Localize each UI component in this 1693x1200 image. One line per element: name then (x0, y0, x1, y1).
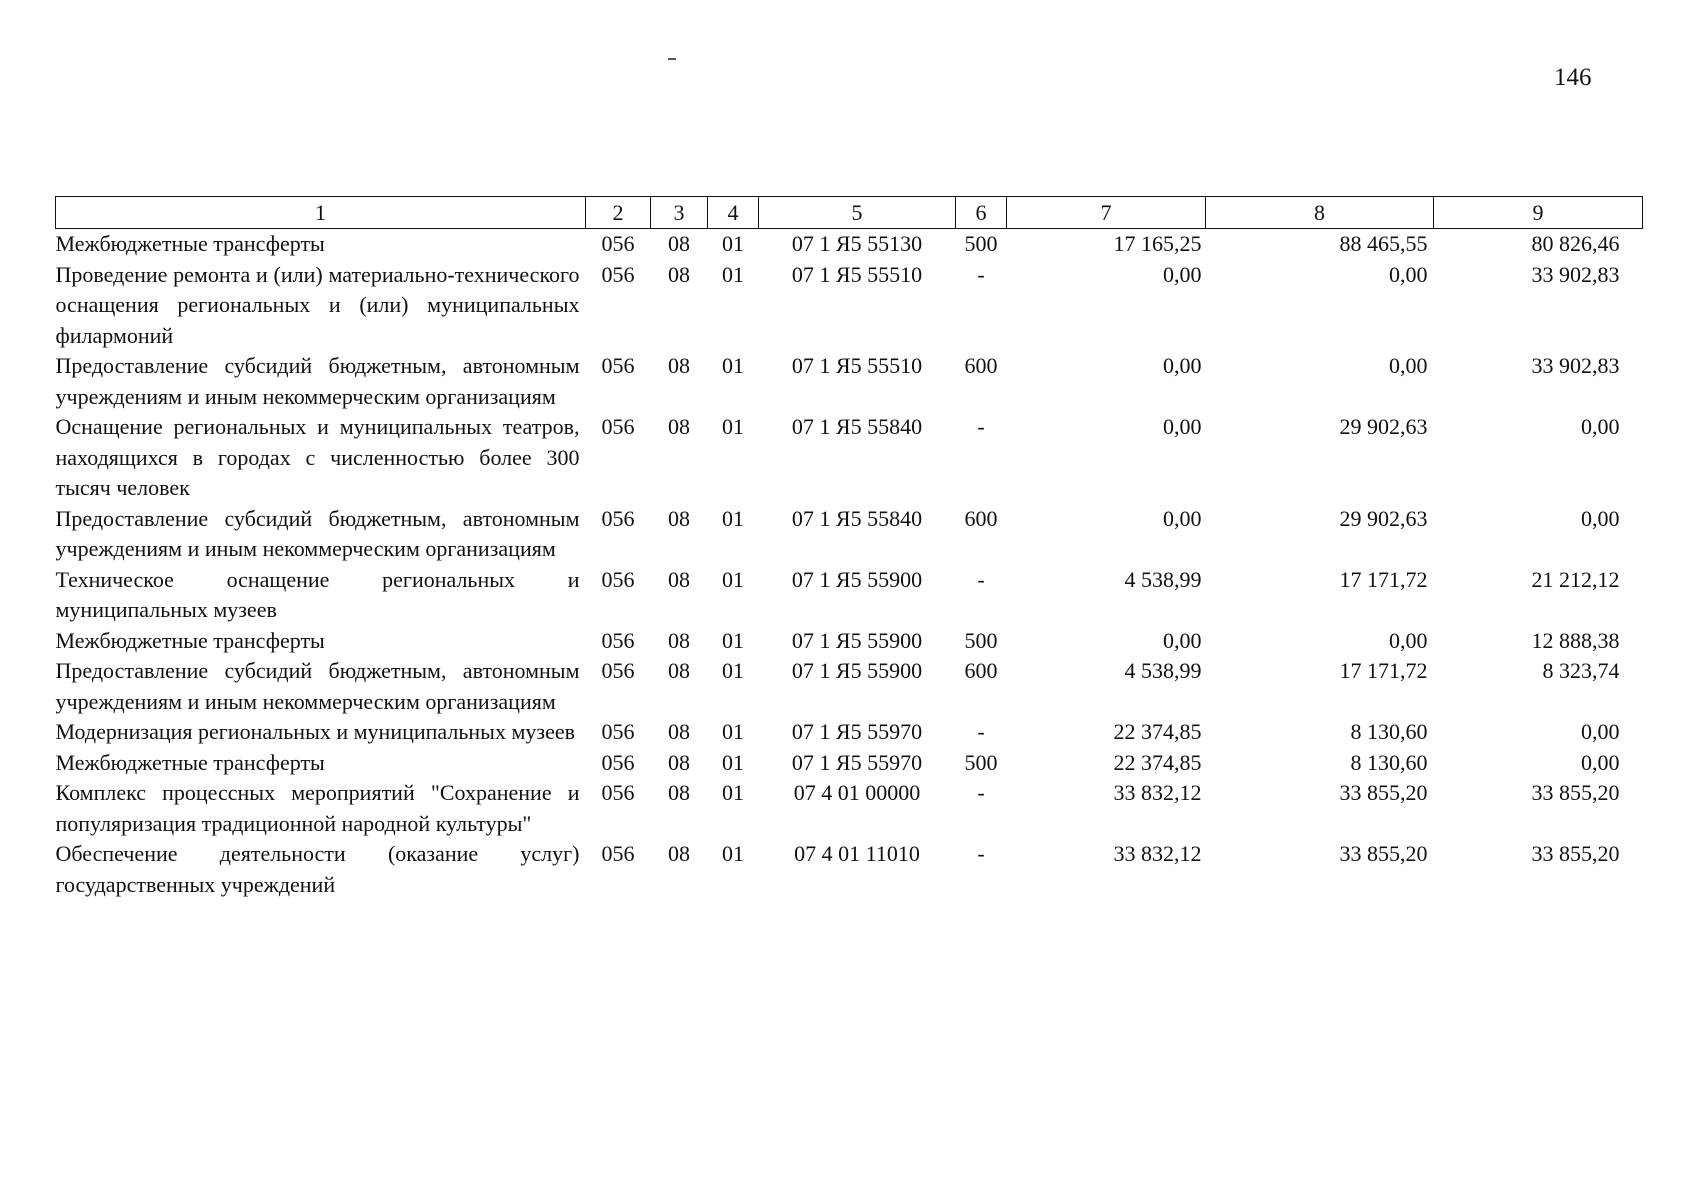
cell-col-9: 8 323,74 (1542, 658, 1620, 683)
cell-col-6: - (977, 841, 985, 866)
cell-col-4: 01 (722, 261, 744, 287)
cell-col-3: 08 (668, 505, 690, 531)
cell-col-2: 056 (601, 627, 635, 653)
item-name: Межбюджетные трансферты (55, 749, 325, 775)
column-header: 2 (586, 197, 651, 229)
table-row (56, 626, 1643, 657)
column-header: 3 (651, 197, 708, 229)
cell-col-5: 07 1 Я5 55840 (791, 414, 923, 439)
cell-col-5: 07 1 Я5 55900 (791, 627, 923, 653)
cell-col-5: 07 1 Я5 55970 (791, 719, 923, 744)
cell-col-7: 0,00 (1163, 414, 1202, 439)
item-name: Предоставление субсидий бюджетным, автономным учреждениям и иным некоммерческим организациям (55, 505, 580, 561)
cell-col-8: 8 130,60 (1350, 719, 1428, 744)
cell-col-8: 33 855,20 (1339, 780, 1428, 805)
cell-col-6: - (977, 719, 985, 744)
cell-col-4: 01 (722, 566, 744, 592)
table-body (56, 229, 1643, 901)
cell-col-5: 07 1 Я5 55130 (791, 231, 923, 256)
cell-col-8: 0,00 (1389, 353, 1428, 378)
table-row (56, 565, 1643, 626)
cell-col-8: 17 171,72 (1339, 658, 1428, 683)
page-number: 146 (1554, 64, 1592, 91)
cell-col-7: 0,00 (1163, 353, 1202, 378)
column-header: 9 (1434, 197, 1643, 229)
cell-col-8: 17 171,72 (1339, 566, 1428, 592)
cell-col-9: 80 826,46 (1531, 231, 1620, 256)
cell-col-9: 12 888,38 (1531, 627, 1620, 653)
table-row (56, 229, 1643, 260)
cell-col-6: 500 (964, 627, 998, 653)
table-row (56, 778, 1643, 839)
cell-col-9: 33 855,20 (1531, 841, 1620, 866)
cell-col-4: 01 (722, 749, 744, 775)
cell-col-9: 0,00 (1581, 505, 1620, 531)
cell-col-2: 056 (601, 749, 635, 775)
cell-col-7: 22 374,85 (1113, 719, 1202, 744)
cell-col-9: 0,00 (1581, 749, 1620, 775)
cell-col-2: 056 (601, 505, 635, 531)
cell-col-3: 08 (668, 658, 690, 683)
cell-col-6: - (977, 780, 985, 805)
cell-col-6: - (977, 261, 985, 287)
cell-col-4: 01 (722, 414, 744, 439)
column-header: 1 (56, 197, 586, 229)
scan-mark (668, 58, 676, 60)
cell-col-4: 01 (722, 780, 744, 805)
item-name: Предоставление субсидий бюджетным, автономным учреждениям и иным некоммерческим организациям (55, 658, 580, 714)
cell-col-3: 08 (668, 353, 690, 378)
table-row (56, 412, 1643, 504)
cell-col-7: 0,00 (1163, 261, 1202, 287)
cell-col-9: 33 855,20 (1531, 780, 1620, 805)
item-name: Обеспечение деятельности (оказание услуг) государственных учреждений (55, 841, 580, 897)
cell-col-6: - (977, 566, 985, 592)
cell-col-9: 0,00 (1581, 414, 1620, 439)
item-name: Предоставление субсидий бюджетным, автономным учреждениям и иным некоммерческим организациям (55, 353, 580, 409)
cell-col-4: 01 (722, 353, 744, 378)
cell-col-3: 08 (668, 749, 690, 775)
cell-col-4: 01 (722, 719, 744, 744)
budget-table (55, 196, 1643, 900)
cell-col-2: 056 (601, 566, 635, 592)
cell-col-2: 056 (601, 261, 635, 287)
table-row (56, 717, 1643, 748)
cell-col-3: 08 (668, 414, 690, 439)
table-row (56, 656, 1643, 717)
item-name: Техническое оснащение региональных и муниципальных музеев (55, 566, 580, 622)
item-name: Оснащение региональных и муниципальных театров, находящихся в городах с численностью более 300 тысяч человек (55, 414, 580, 500)
cell-col-3: 08 (668, 566, 690, 592)
cell-col-4: 01 (722, 658, 744, 683)
cell-col-5: 07 4 01 11010 (794, 841, 920, 866)
cell-col-7: 0,00 (1163, 627, 1202, 653)
cell-col-2: 056 (601, 231, 635, 256)
table-row (56, 748, 1643, 779)
item-name: Модернизация региональных и муниципальных музеев (55, 719, 575, 744)
cell-col-3: 08 (668, 261, 690, 287)
column-header: 4 (708, 197, 759, 229)
cell-col-8: 0,00 (1389, 261, 1428, 287)
cell-col-8: 29 902,63 (1339, 414, 1428, 439)
cell-col-4: 01 (722, 841, 744, 866)
cell-col-9: 33 902,83 (1531, 353, 1620, 378)
cell-col-6: - (977, 414, 985, 439)
cell-col-3: 08 (668, 780, 690, 805)
cell-col-7: 33 832,12 (1113, 841, 1202, 866)
cell-col-5: 07 1 Я5 55900 (791, 658, 923, 683)
cell-col-2: 056 (601, 719, 635, 744)
cell-col-5: 07 1 Я5 55510 (791, 353, 923, 378)
table-row (56, 351, 1643, 412)
cell-col-3: 08 (668, 231, 690, 256)
cell-col-7: 4 538,99 (1124, 658, 1202, 683)
cell-col-5: 07 1 Я5 55970 (791, 749, 923, 775)
cell-col-4: 01 (722, 231, 744, 256)
cell-col-4: 01 (722, 505, 744, 531)
cell-col-9: 0,00 (1581, 719, 1620, 744)
cell-col-5: 07 1 Я5 55900 (791, 566, 923, 592)
cell-col-6: 600 (964, 505, 998, 531)
cell-col-8: 29 902,63 (1339, 505, 1428, 531)
cell-col-5: 07 1 Я5 55840 (791, 505, 923, 531)
cell-col-7: 22 374,85 (1113, 749, 1202, 775)
table-row (56, 839, 1643, 900)
column-header: 8 (1206, 197, 1434, 229)
cell-col-5: 07 1 Я5 55510 (791, 261, 923, 287)
cell-col-9: 21 212,12 (1531, 566, 1620, 592)
cell-col-3: 08 (668, 627, 690, 653)
cell-col-2: 056 (601, 841, 635, 866)
cell-col-3: 08 (668, 841, 690, 866)
cell-col-2: 056 (601, 780, 635, 805)
column-header: 6 (956, 197, 1007, 229)
cell-col-7: 17 165,25 (1113, 231, 1202, 256)
cell-col-6: 500 (964, 749, 998, 775)
table-header-row (56, 197, 1643, 229)
cell-col-6: 500 (964, 231, 998, 256)
item-name: Межбюджетные трансферты (55, 627, 325, 653)
column-header: 5 (759, 197, 956, 229)
cell-col-7: 0,00 (1163, 505, 1202, 531)
cell-col-3: 08 (668, 719, 690, 744)
cell-col-8: 8 130,60 (1350, 749, 1428, 775)
cell-col-6: 600 (964, 658, 998, 683)
cell-col-2: 056 (601, 414, 635, 439)
item-name: Проведение ремонта и (или) материально-технического оснащения региональных и (или) муниципальных филармоний (55, 261, 580, 348)
cell-col-4: 01 (722, 627, 744, 653)
item-name: Комплекс процессных мероприятий "Сохранение и популяризация традиционной народной культуры" (55, 780, 580, 836)
cell-col-8: 0,00 (1389, 627, 1428, 653)
column-header: 7 (1007, 197, 1206, 229)
cell-col-8: 88 465,55 (1339, 231, 1428, 256)
cell-col-8: 33 855,20 (1339, 841, 1428, 866)
cell-col-7: 33 832,12 (1113, 780, 1202, 805)
table-row (56, 504, 1643, 565)
cell-col-5: 07 4 01 00000 (793, 780, 921, 805)
item-name: Межбюджетные трансферты (55, 231, 325, 256)
cell-col-2: 056 (601, 658, 635, 683)
table-row (56, 260, 1643, 352)
cell-col-9: 33 902,83 (1531, 261, 1620, 287)
cell-col-6: 600 (964, 353, 998, 378)
cell-col-2: 056 (601, 353, 635, 378)
cell-col-7: 4 538,99 (1124, 566, 1202, 592)
